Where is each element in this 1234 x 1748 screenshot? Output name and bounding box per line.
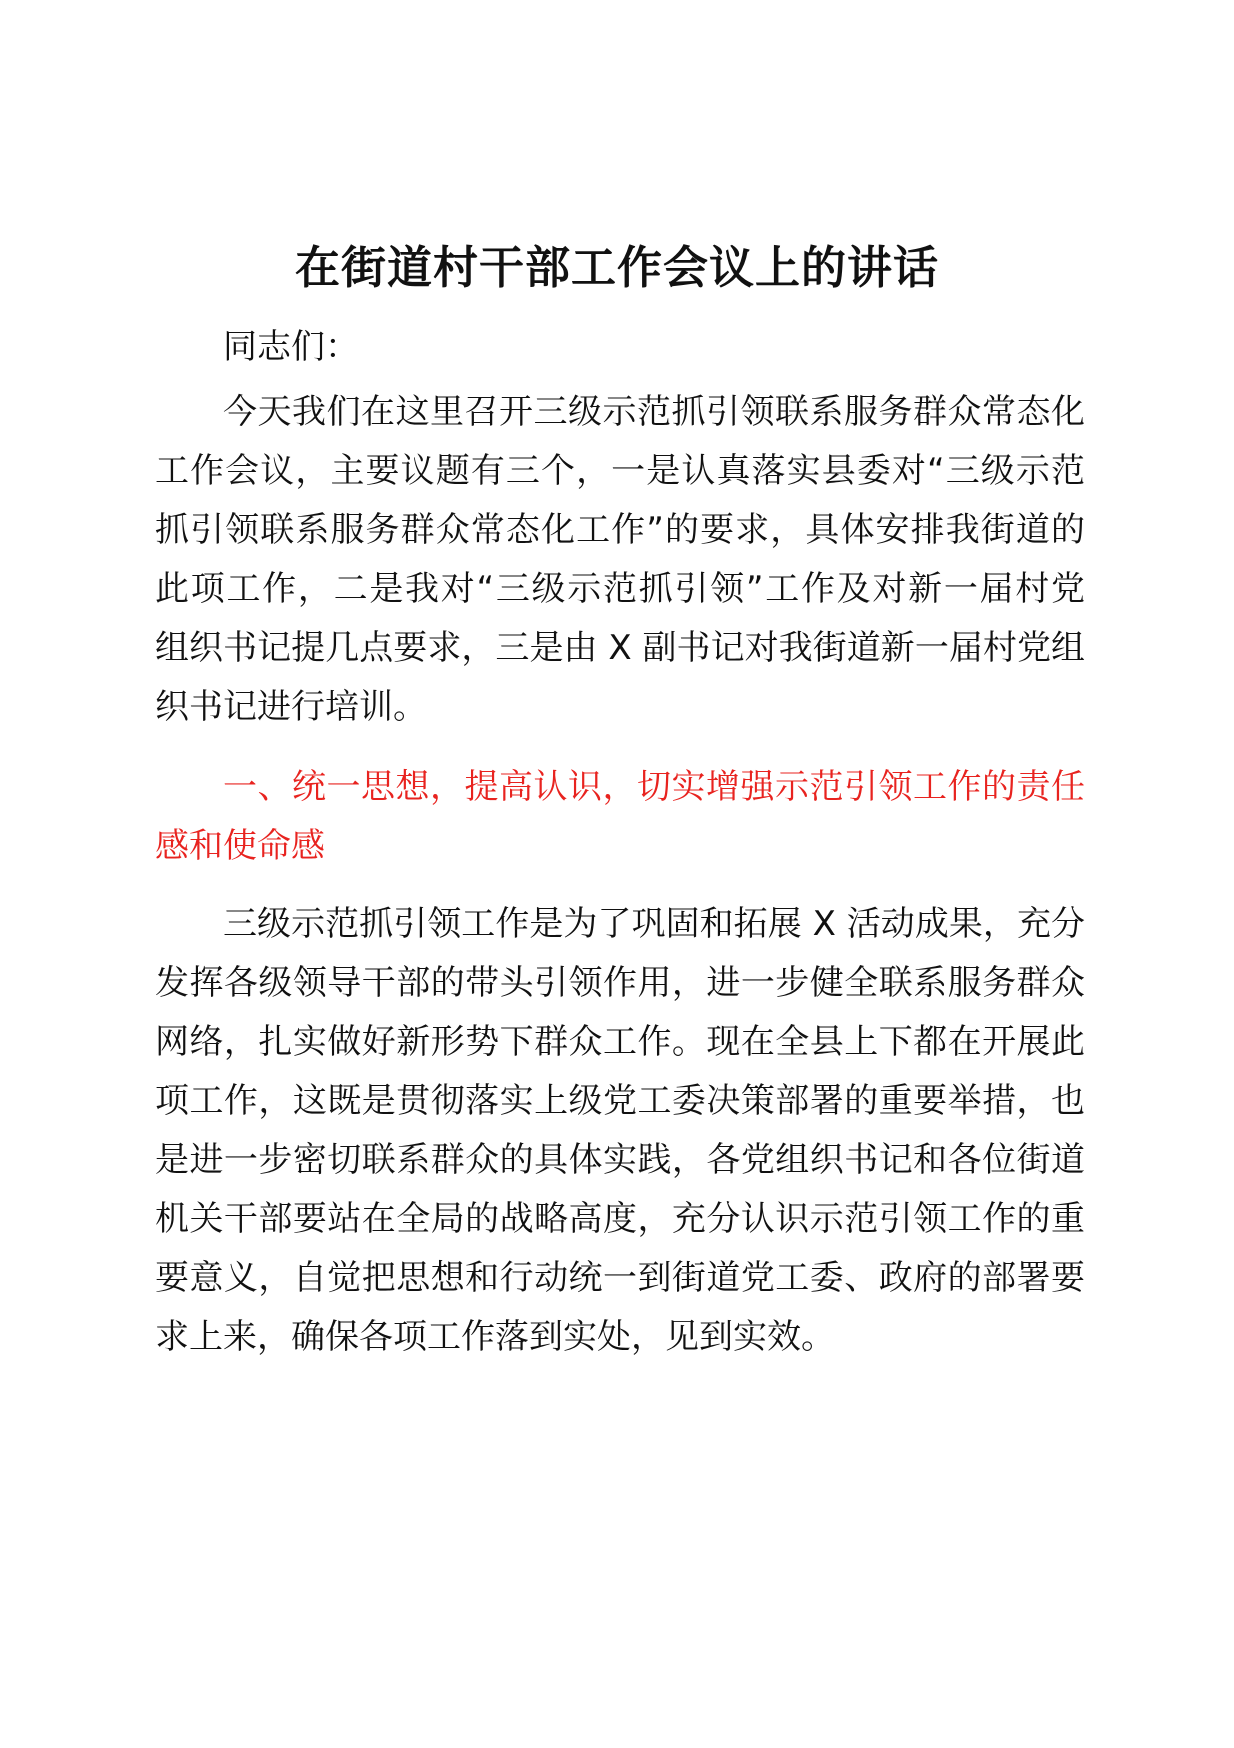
paragraph-line: 今天我们在这里召开三级示范抓引领联系服务群众常态化 <box>223 392 1085 432</box>
paragraph-line: 抓引领联系服务群众常态化工作”的要求，具体安排我街道的 <box>155 510 1085 550</box>
document-title: 在街道村干部工作会议上的讲话 <box>294 241 939 294</box>
salutation: 同志们： <box>223 327 359 367</box>
paragraph-line: 此项工作，二是我对“三级示范抓引领”工作及对新一届村党 <box>155 569 1085 609</box>
section-heading-line: 一、统一思想，提高认识，切实增强示范引领工作的责任 <box>223 767 1085 807</box>
paragraph-line: 织书记进行培训。 <box>155 687 427 727</box>
section-heading-line: 感和使命感 <box>155 826 325 866</box>
paragraph-line: 求上来，确保各项工作落到实处，见到实效。 <box>155 1317 835 1357</box>
paragraph-line: 项工作，这既是贯彻落实上级党工委决策部署的重要举措，也 <box>155 1081 1085 1121</box>
paragraph-line: 发挥各级领导干部的带头引领作用，进一步健全联系服务群众 <box>155 963 1085 1003</box>
paragraph-line: 机关干部要站在全局的战略高度，充分认识示范引领工作的重 <box>155 1199 1085 1239</box>
paragraph-line: 组织书记提几点要求，三是由 X 副书记对我街道新一届村党组 <box>155 628 1085 668</box>
paragraph-line: 工作会议，主要议题有三个，一是认真落实县委对“三级示范 <box>155 451 1085 491</box>
paragraph-line: 网络，扎实做好新形势下群众工作。现在全县上下都在开展此 <box>155 1022 1085 1062</box>
paragraph-line: 三级示范抓引领工作是为了巩固和拓展 X 活动成果，充分 <box>223 904 1085 944</box>
paragraph-line: 要意义，自觉把思想和行动统一到街道党工委、政府的部署要 <box>155 1258 1085 1298</box>
paragraph-line: 是进一步密切联系群众的具体实践，各党组织书记和各位街道 <box>155 1140 1085 1180</box>
